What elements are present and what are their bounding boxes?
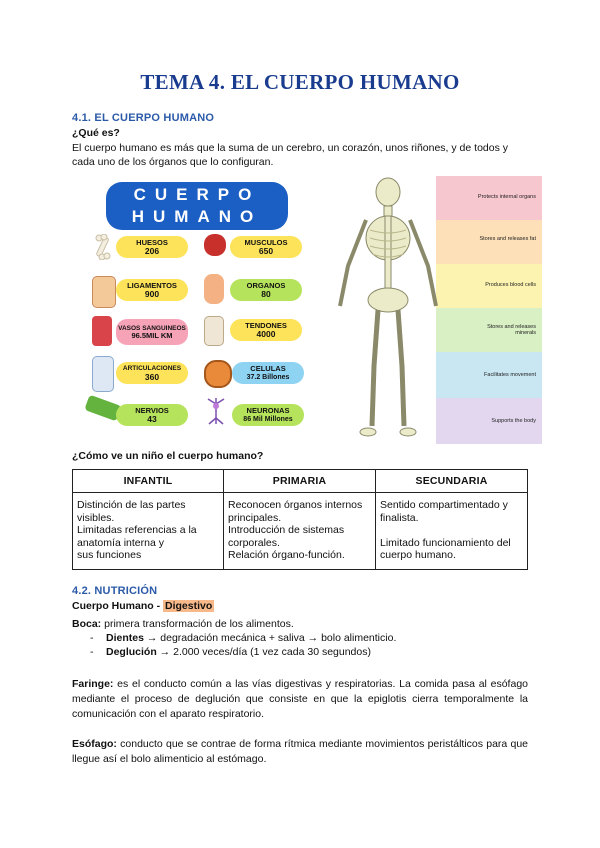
stat-value: 650: [258, 246, 274, 256]
stat-neuronas: [232, 404, 304, 426]
stat-musculos: [230, 236, 302, 258]
bone-icon: [92, 234, 114, 256]
tendon-icon: [204, 316, 224, 346]
section-heading-cuerpo-humano: 4.1. EL CUERPO HUMANO: [72, 112, 215, 124]
term-text: es el conducto común a las vías digestivas y respiratorias. La comida pasa al esófago mediante el proceso de deglución que consiste en que la epiglotis cierra temporalmente la comunicación con el aparato respiratorio.: [72, 678, 528, 720]
stat-value: 360: [144, 372, 160, 382]
stat-value: 80: [261, 289, 271, 299]
stat-label: LIGAMENTOS: [127, 281, 177, 290]
section-heading-nutricion: 4.2. NUTRICIÓN: [72, 585, 158, 597]
stat-vasos-sanguineos: [116, 319, 188, 345]
cell-line: [380, 524, 523, 537]
item-text: → degradación mecánica + saliva → bolo alimenticio.: [143, 632, 397, 644]
stat-celulas: [232, 362, 304, 384]
cell-line: sus funciones: [77, 549, 142, 561]
cell-line: Limitado funcionamiento del cuerpo humano.: [380, 536, 511, 561]
stat-huesos: [116, 236, 188, 258]
skeleton-icon: [318, 176, 542, 444]
subheading-digestivo: [72, 599, 214, 613]
table-row: [73, 493, 528, 570]
list-item: [72, 645, 530, 659]
stat-label: VASOS SANGUINEOS: [118, 324, 186, 332]
stat-value: 4000: [256, 329, 276, 339]
term-label: Boca:: [72, 618, 102, 630]
cell-infantil: [73, 493, 224, 570]
band-label: Protects internal organs: [477, 194, 536, 200]
band-label: Supports the body: [491, 418, 536, 424]
header-primaria: PRIMARIA: [224, 470, 376, 493]
intro-paragraph: El cuerpo humano es más que la suma de un cerebro, un corazón, unos riñones, y de todos y cada uno de los órganos que lo configuran.: [72, 142, 509, 168]
skeleton-functions-figure: [318, 176, 542, 444]
stat-value: 86 Mil Millones: [243, 416, 293, 423]
header-secundaria: SECUNDARIA: [376, 470, 528, 493]
boca-paragraph: [72, 617, 530, 659]
term-label: Faringe:: [72, 678, 114, 690]
question-que-es: ¿Qué es?: [72, 127, 120, 139]
stat-label: CELULAS: [250, 364, 286, 373]
cell-icon: [204, 360, 232, 388]
stat-articulaciones: [116, 362, 188, 384]
neuron-icon: [204, 396, 228, 426]
stat-value: 37.2 Billones: [246, 374, 290, 381]
stat-value: 206: [144, 246, 160, 256]
stat-value: 96.5MIL KM: [131, 331, 173, 340]
faringe-paragraph: [72, 677, 528, 722]
esofago-paragraph: [72, 737, 528, 767]
item-text: → 2.000 veces/día (1 vez cada 30 segundos): [156, 646, 371, 658]
cell-secundaria: [376, 493, 528, 570]
boca-list: [72, 631, 530, 659]
term-text: primera transformación de los alimentos.: [101, 618, 294, 630]
term-label: Esófago:: [72, 738, 117, 750]
stat-label: NERVIOS: [135, 406, 169, 415]
stat-value: 43: [147, 414, 157, 424]
stat-label: HUESOS: [136, 238, 168, 247]
header-infantil: INFANTIL: [73, 470, 224, 493]
band-label: Facilitates movement: [484, 372, 536, 378]
stat-label: ARTICULACIONES: [122, 365, 182, 372]
cell-line: Relación órgano-función.: [228, 549, 345, 561]
band-label: Stores and releases fat: [479, 236, 536, 242]
highlighted-keyword: Digestivo: [165, 600, 213, 612]
cell-line: Sentido compartimentado y finalista.: [380, 499, 508, 524]
organs-icon: [204, 274, 224, 304]
stat-label: TENDONES: [245, 321, 287, 330]
stat-organos: [230, 279, 302, 301]
stat-label: NEURONAS: [246, 406, 290, 415]
cuerpo-humano-infographic: [86, 176, 308, 444]
cell-line: Limitadas referencias a la anatomía interna y: [77, 524, 197, 549]
banner-line-1: CUERPO: [133, 185, 261, 204]
blood-vessel-icon: [92, 316, 112, 346]
item-label: Deglución: [106, 646, 157, 658]
development-table: [72, 469, 528, 570]
stat-nervios: [116, 404, 188, 426]
cell-line: Reconocen órganos internos principales.: [228, 499, 363, 524]
cell-line: Introducción de sistemas corporales.: [228, 524, 345, 549]
list-item: [72, 631, 530, 645]
stat-label: MUSCULOS: [244, 238, 288, 247]
cell-primaria: [224, 493, 376, 570]
banner-line-2: HUMANO: [131, 207, 263, 226]
joint-icon: [92, 356, 114, 392]
question-como-ve-nino: ¿Cómo ve un niño el cuerpo humano?: [72, 450, 264, 462]
knee-ligament-icon: [92, 276, 116, 308]
subheading-part: Cuerpo Humano -: [72, 600, 163, 612]
stat-ligamentos: [116, 279, 188, 301]
stat-value: 900: [144, 289, 160, 299]
item-label: Dientes: [106, 632, 144, 644]
stat-label: ORGANOS: [246, 281, 286, 290]
term-text: conducto que se contrae de forma rítmica mediante movimientos peristálticos para que llegue así el bolo alimenticio al estómago.: [72, 738, 528, 765]
page-title: TEMA 4. EL CUERPO HUMANO: [140, 70, 460, 94]
infographic-banner: [106, 182, 288, 230]
band-label: Produces blood cells: [485, 282, 536, 288]
band-label: Stores and releases minerals: [487, 324, 536, 336]
table-header-row: [73, 470, 528, 493]
cell-line: Distinción de las partes visibles.: [77, 499, 186, 524]
muscle-icon: [204, 234, 226, 256]
stat-tendones: [230, 319, 302, 341]
